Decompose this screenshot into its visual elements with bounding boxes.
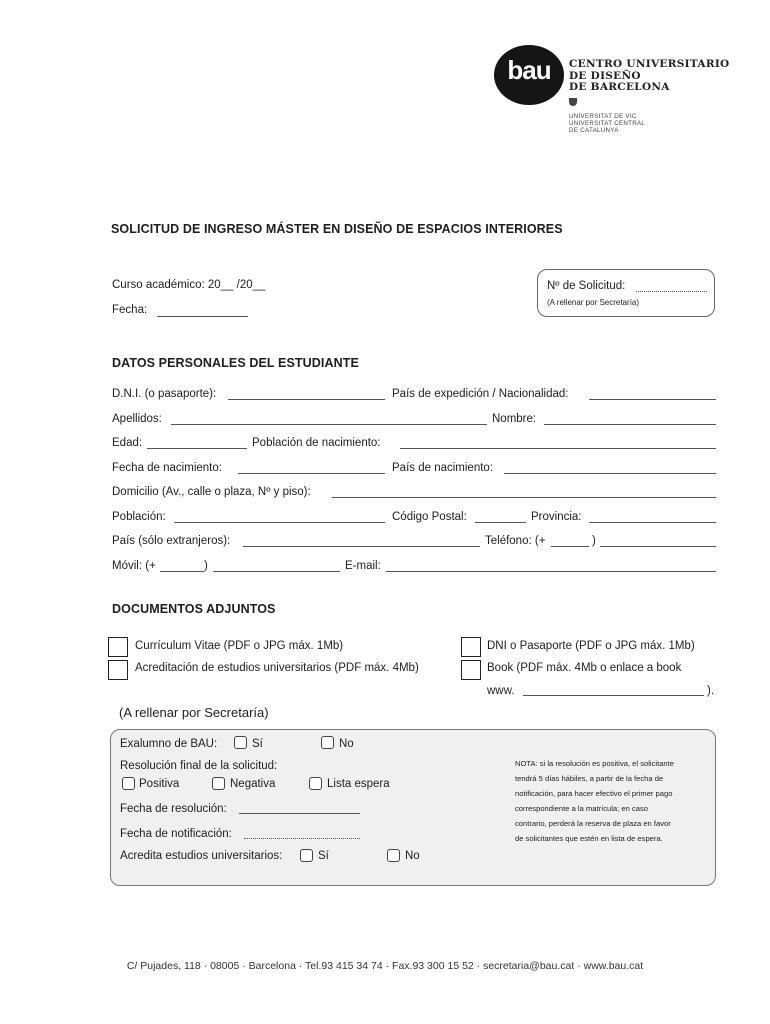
fecha-nacimiento-label: Fecha de nacimiento: [112, 462, 222, 474]
fecha-field[interactable] [157, 316, 248, 317]
book-label: Book (PDF máx. 4Mb o enlace a book [487, 662, 682, 674]
pais-extranjeros-label: País (sólo extranjeros): [112, 535, 231, 547]
fecha-resolucion-field[interactable] [239, 813, 360, 814]
dni-label: D.N.I. (o pasaporte): [112, 388, 217, 400]
book-url-field[interactable] [523, 695, 704, 696]
note-line: contrario, perderá la reserva de plaza en favor [515, 819, 671, 828]
institution-line-1: CENTRO UNIVERSITARIO [569, 58, 730, 70]
www-close: ). [707, 685, 715, 697]
acredita-si-label: Sí [318, 850, 329, 862]
acredita-label: Acredita estudios universitarios: [120, 850, 283, 862]
exalumno-label: Exalumno de BAU: [120, 738, 218, 750]
exalumno-si-label: Sí [252, 738, 263, 750]
movil-prefix-field[interactable] [160, 571, 204, 572]
uvic-mark-icon [569, 98, 577, 106]
curso-academico-label: Curso académico: 20__ /20__ [112, 279, 266, 291]
note-line: NOTA: si la resolución es positiva, el solicitante [515, 759, 674, 768]
pais-nacimiento-label: País de nacimiento: [392, 462, 494, 474]
apellidos-field[interactable] [171, 424, 487, 425]
poblacion-nacimiento-label: Población de nacimiento: [252, 437, 381, 449]
solicitud-field[interactable] [636, 291, 707, 292]
lista-espera-label: Lista espera [327, 778, 390, 790]
domicilio-field[interactable] [332, 497, 716, 498]
acredita-no-checkbox[interactable] [387, 849, 400, 862]
exalumno-si-checkbox[interactable] [234, 736, 247, 749]
affiliation [569, 113, 645, 134]
bau-logo-text: bau [507, 55, 551, 85]
acredita-no-label: No [405, 850, 420, 862]
solicitud-label: Nº de Solicitud: [547, 280, 626, 292]
provincia-label: Provincia: [531, 511, 582, 523]
solicitud-note: (A rellenar por Secretaría) [547, 298, 640, 307]
pais-expedicion-label: País de expedición / Nacionalidad: [392, 388, 569, 400]
positiva-checkbox[interactable] [122, 777, 135, 790]
telefono-field[interactable] [600, 546, 716, 547]
fecha-resolucion-label: Fecha de resolución: [120, 803, 227, 815]
secretaria-label: (A rellenar por Secretaría) [119, 705, 269, 720]
exalumno-no-checkbox[interactable] [321, 736, 334, 749]
note-line: correspondiente a la matrícula; en caso [515, 804, 648, 813]
email-field[interactable] [386, 571, 716, 572]
telefono-prefix-field[interactable] [551, 546, 589, 547]
movil-close: ) [204, 560, 208, 572]
domicilio-label: Domicilio (Av., calle o plaza, Nº y piso): [112, 486, 311, 498]
note-line: tendrá 5 días hábiles, a partir de la fecha de [515, 774, 664, 783]
provincia-field[interactable] [589, 522, 716, 523]
page-title: SOLICITUD DE INGRESO MÁSTER EN DISEÑO DE ESPACIOS INTERIORES [111, 222, 563, 236]
fecha-notificacion-field[interactable] [244, 838, 360, 839]
resolution-note [515, 756, 674, 846]
resolucion-label: Resolución final de la solicitud: [120, 760, 278, 772]
footer-contact: C/ Pujades, 118 · 08005 · Barcelona · Tel.93 415 34 74 · Fax.93 300 15 52 · secretaria@bau.cat · www.bau.cat [126, 960, 644, 972]
nombre-field[interactable] [544, 424, 716, 425]
negativa-label: Negativa [230, 778, 276, 790]
affiliation-line-3: DE CATALUNYA [569, 127, 619, 134]
acreditacion-label: Acreditación de estudios universitarios (PDF máx. 4Mb) [135, 662, 419, 674]
bau-logo [494, 45, 564, 105]
institution-name [569, 59, 730, 94]
lista-espera-checkbox[interactable] [309, 777, 322, 790]
pais-nacimiento-field[interactable] [504, 473, 716, 474]
positiva-label: Positiva [139, 778, 180, 790]
institution-line-3: DE BARCELONA [569, 81, 670, 93]
codigo-postal-field[interactable] [475, 522, 526, 523]
acreditacion-checkbox[interactable] [108, 660, 128, 680]
poblacion-field[interactable] [174, 522, 385, 523]
fecha-label: Fecha: [112, 304, 148, 316]
negativa-checkbox[interactable] [212, 777, 225, 790]
movil-label: Móvil: (+ [112, 560, 156, 572]
www-label: www. [487, 685, 515, 697]
dni-doc-checkbox[interactable] [461, 637, 481, 657]
fecha-notificacion-label: Fecha de notificación: [120, 828, 232, 840]
documents-heading: DOCUMENTOS ADJUNTOS [112, 602, 276, 616]
edad-field[interactable] [147, 448, 247, 449]
nombre-label: Nombre: [492, 413, 537, 425]
book-checkbox[interactable] [461, 660, 481, 680]
poblacion-nacimiento-field[interactable] [400, 448, 716, 449]
note-line: de solicitantes que estén en lista de espera. [515, 834, 663, 843]
pais-expedicion-field[interactable] [589, 399, 716, 400]
institution-line-2: DE DISEÑO [569, 69, 641, 82]
fecha-nacimiento-field[interactable] [238, 473, 385, 474]
solicitud-box [537, 269, 715, 317]
affiliation-line-1: UNIVERSITAT DE VIC [569, 113, 637, 120]
edad-label: Edad: [112, 437, 143, 449]
exalumno-no-label: No [339, 738, 354, 750]
apellidos-label: Apellidos: [112, 413, 162, 425]
pais-extranjeros-field[interactable] [243, 546, 480, 547]
telefono-close: ) [592, 535, 596, 547]
cv-checkbox[interactable] [108, 637, 128, 657]
codigo-postal-label: Código Postal: [392, 511, 467, 523]
dni-doc-label: DNI o Pasaporte (PDF o JPG máx. 1Mb) [487, 640, 695, 652]
cv-label: Currículum Vitae (PDF o JPG máx. 1Mb) [135, 640, 344, 652]
poblacion-label: Población: [112, 511, 166, 523]
affiliation-line-2: UNIVERSITAT CENTRAL [569, 120, 646, 127]
personal-data-heading: DATOS PERSONALES DEL ESTUDIANTE [112, 356, 359, 370]
note-line: notificación, para hacer efectivo el primer pago [515, 789, 673, 798]
acredita-si-checkbox[interactable] [300, 849, 313, 862]
telefono-label: Teléfono: (+ [485, 535, 546, 547]
email-label: E-mail: [345, 560, 381, 572]
dni-field[interactable] [228, 399, 385, 400]
movil-field[interactable] [213, 571, 340, 572]
